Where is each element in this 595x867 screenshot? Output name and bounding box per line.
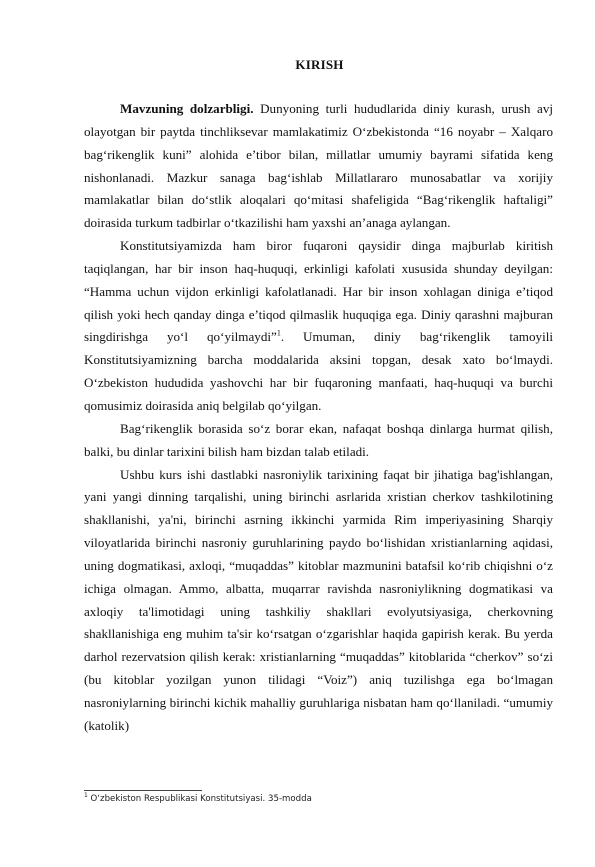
paragraph-text: Dunyoning turli hududlarida diniy kurash, urush avj olayotgan bir paytda tinchliksevar mamlakatimiz O‘zbekistonda “16 noyabr – Xalqaro bag‘rikenglik kuni” alohida e’tibor bilan, millatlar umumiy bayrami sifatida keng nishonlanadi. Mazkur sanaga bag‘ishlab Millatlararo munosabatlar va xorijiy mamlakatlar bilan do‘stlik aloqalari qo‘mitasi shafeligida “Bag‘rikenglik haftaligi” doirasida turkum tadbirlar o‘tkazilishi ham yaxshi an’anaga aylangan.: [84, 101, 553, 231]
section-lead: Mavzuning dolzarbligi.: [120, 101, 254, 116]
paragraph-tolerance: [84, 418, 553, 464]
paragraph-constitution: [84, 235, 553, 418]
paragraph-relevance: [84, 98, 553, 235]
footnote-divider: [84, 790, 202, 791]
paragraph-course-work: [84, 464, 553, 738]
body-text: [84, 98, 553, 738]
page-title: KIRISH: [295, 57, 344, 72]
paragraph-text: Konstitutsiyamizda ham biror fuqaroni qaysidir dinga majburlab kiritish taqiqlangan, har bir inson haq-huquqi, erkinligi kafolati xususida shunday deyilgan: “Hamma uchun vijdon erkinligi kafolatlanadi. Har bir inson xohlagan diniga e’tiqod qilish yoki hech qanday dinga e’tiqod qilmaslik huquqiga ega. Diniy qarashni majburan singdirishga yo‘l qo‘yilmaydi”: [84, 238, 553, 345]
footnote: [84, 794, 312, 804]
footnote-number: 1: [84, 792, 88, 800]
paragraph-text: Ushbu kurs ishi dastlabki nasroniylik tarixining faqat bir jihatiga bag'ishlangan, yani yangi dinning tarqalishi, uning birinchi asrlarida xristian cherkov tashkilotining shakllanishi, ya'ni, birinchi asrning ikkinchi yarmida Rim imperiyasining Sharqiy viloyatlarida birinchi nasroniy guruhlarining paydo bo‘lishidan xristianlarning aqidasi, uning dogmatikasi, axloqi, “muqaddas” kitoblar mazmunini batafsil ko‘rib chiqishni o‘z ichiga olmagan. Ammo, albatta, muqarrar ravishda nasroniylikning dogmatikasi va axloqiy ta'limotidagi uning tashkiliy shakllari evolyutsiyasiga, cherkovning shakllanishiga eng muhim ta'sir ko‘rsatgan o‘zgarishlar haqida gapirish kerak. Bu yerda darhol rezervatsion qilish kerak: xristianlarning “muqaddas” kitoblarida “cherkov” so‘zi (bu kitoblar yozilgan yunon tilidagi “Voiz”) aniq tuzilishga ega bo‘lmagan nasroniylarning birinchi kichik mahalliy guruhlariga nisbatan ham qo‘llaniladi. “umumiy (katolik): [84, 466, 553, 733]
footnote-reference[interactable]: 1: [276, 329, 281, 339]
paragraph-text: Bag‘rikenglik borasida so‘z borar ekan, nafaqat boshqa dinlarga hurmat qilish, balki, bu dinlar tarixini bilish ham bizdan talab etiladi.: [84, 420, 553, 459]
footnote-text: O‘zbekiston Respublikasi Konstitutsiyasi. 35-modda: [87, 794, 312, 804]
paragraph-text: . Umuman, diniy bag‘rikenglik tamoyili Konstitutsiyamizning barcha moddalarida aksini topgan, desak xato bo‘lmaydi. O‘zbekiston hududida yashovchi har bir fuqaroning manfaati, haq-huquqi va burchi qomusimiz doirasida aniq belgilab qo‘yilgan.: [84, 329, 554, 413]
